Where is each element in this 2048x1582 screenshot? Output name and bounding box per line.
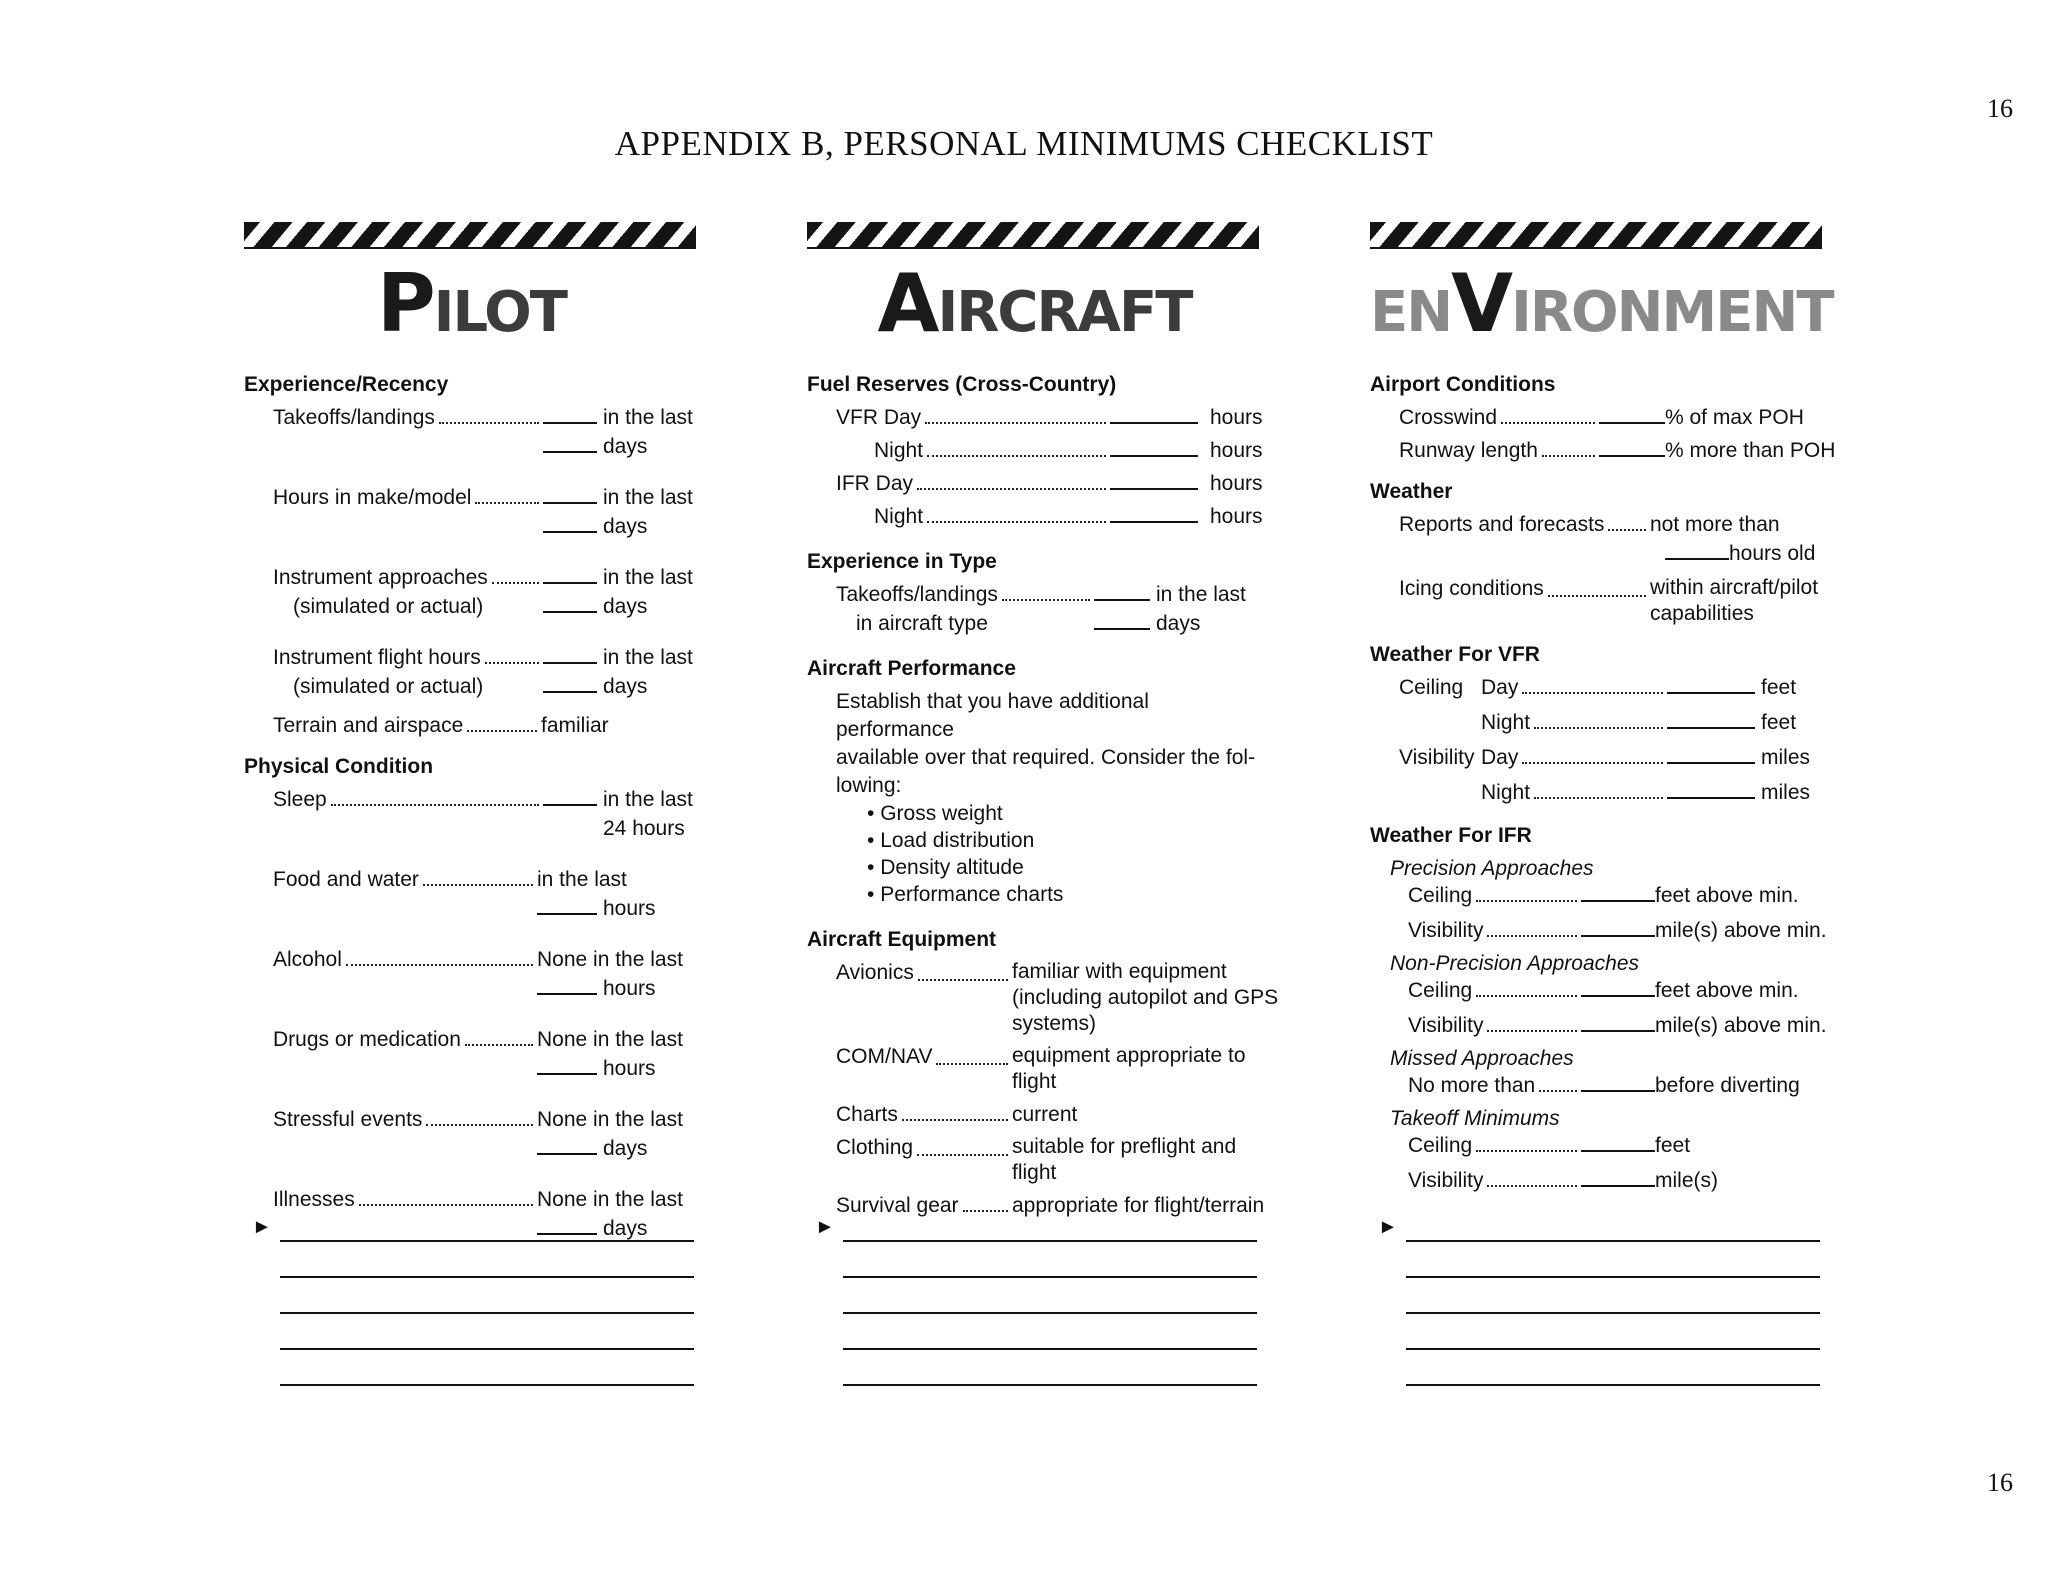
precision-ceiling-row: Ceiling feet above min. bbox=[1408, 884, 1799, 907]
blank-field[interactable] bbox=[1599, 437, 1665, 457]
hazard-stripe bbox=[1370, 222, 1822, 249]
blank-field[interactable] bbox=[543, 644, 597, 664]
blank-field[interactable] bbox=[1110, 503, 1198, 523]
blank-field[interactable] bbox=[1581, 1012, 1655, 1032]
note-line[interactable] bbox=[1406, 1276, 1820, 1278]
performance-text: Establish that you have additional performance available over that required. Consider the fol- lowing: bbox=[836, 690, 1256, 797]
blank-field[interactable] bbox=[1581, 977, 1655, 997]
type-takeoffs-row: Takeoffs/landings in the last bbox=[836, 583, 1246, 606]
note-line[interactable] bbox=[1406, 1384, 1820, 1386]
ifr-day-row: IFR Day hours bbox=[836, 472, 1263, 495]
sleep-row: Sleep in the last bbox=[273, 788, 693, 811]
takeoff-ceiling-row: Ceiling feet bbox=[1408, 1134, 1691, 1157]
missed-approaches-label: Missed Approaches bbox=[1390, 1047, 1574, 1070]
icing-conditions-row: Icing conditions within aircraft/pilot capabilities bbox=[1399, 576, 1819, 625]
instrument-approaches-row: Instrument approaches in the last bbox=[273, 566, 693, 589]
blank-field[interactable] bbox=[1667, 744, 1755, 764]
list-item: • Load distribution bbox=[867, 827, 1262, 854]
stressful-events-row: Stressful events None in the last bbox=[273, 1108, 683, 1131]
blank-field[interactable] bbox=[1581, 1132, 1655, 1152]
section-airport-conditions: Airport Conditions bbox=[1370, 373, 1556, 396]
blank-field[interactable] bbox=[1667, 779, 1755, 799]
blank-field[interactable] bbox=[537, 895, 597, 915]
alcohol-row: Alcohol None in the last bbox=[273, 948, 683, 971]
blank-field[interactable] bbox=[1667, 709, 1755, 729]
note-line[interactable] bbox=[843, 1276, 1257, 1278]
takeoffs-landings-row: Takeoffs/landings in the last bbox=[273, 406, 693, 429]
note-line[interactable] bbox=[280, 1240, 694, 1242]
page-number-bottom: 16 bbox=[1987, 1468, 2013, 1497]
pilot-heading: PILOT bbox=[377, 257, 566, 350]
section-weather-ifr: Weather For IFR bbox=[1370, 824, 1532, 847]
list-item: • Density altitude bbox=[867, 854, 1262, 881]
blank-field[interactable] bbox=[543, 786, 597, 806]
ifr-night-row: Night hours bbox=[874, 505, 1263, 528]
note-line[interactable] bbox=[1406, 1348, 1820, 1350]
charts-row: Charts current bbox=[836, 1103, 1078, 1126]
arrow-icon: ► bbox=[1378, 1216, 1398, 1238]
blank-field[interactable] bbox=[1581, 1167, 1655, 1187]
blank-field[interactable] bbox=[537, 1055, 597, 1075]
aircraft-column: AIRCRAFT Fuel Reserves (Cross-Country) VFR Day hours Night hours IFR Day hours Night hours Experience in Type Takeoffs/landings in the last in aircraft type days Aircraft Performance Establish that you have additional performance available over that required. Consider the fol- lowing: • Gross weight • Load distribution • Density altitude • Performance charts Aircraft Equipment Avionics familiar with equipment (including autopilot and GPS systems) COM/NAV equipment appropriate to flight Charts current Clothing suitable for preflight and flight Survival gear appropriate for flight/terrain ► bbox=[807, 222, 1262, 1442]
takeoff-visibility-row: Visibility mile(s) bbox=[1408, 1169, 1718, 1192]
drugs-medication-row: Drugs or medication None in the last bbox=[273, 1028, 683, 1051]
hazard-stripe bbox=[807, 222, 1259, 249]
blank-field[interactable] bbox=[537, 1135, 597, 1155]
precision-approaches-label: Precision Approaches bbox=[1390, 857, 1594, 880]
blank-field[interactable] bbox=[1094, 610, 1150, 630]
avionics-row: Avionics familiar with equipment (including autopilot and GPS systems) bbox=[836, 960, 1279, 1035]
arrow-icon: ► bbox=[815, 1216, 835, 1238]
performance-list bbox=[807, 800, 1262, 908]
section-experience-recency: Experience/Recency bbox=[244, 373, 449, 396]
hazard-stripe bbox=[244, 222, 696, 249]
vfr-visibility-day-row: Visibility Day miles bbox=[1399, 746, 1811, 769]
com-nav-row: COM/NAV equipment appropriate to flight bbox=[836, 1044, 1246, 1093]
arrow-icon: ► bbox=[252, 1216, 272, 1238]
non-precision-approaches-label: Non-Precision Approaches bbox=[1390, 952, 1640, 975]
crosswind-row: Crosswind % of max POH bbox=[1399, 406, 1804, 429]
section-weather-vfr: Weather For VFR bbox=[1370, 643, 1540, 666]
takeoff-minimums-label: Takeoff Minimums bbox=[1390, 1107, 1560, 1130]
pilot-column: PILOT Experience/Recency Takeoffs/landings in the last days Hours in make/model in the last days Instrument approaches in the last (simulated or actual) days Instrument flight hours in the last (simulated or actual) days Terrain and airspace familiar Physical Condition Sleep in the last 24 hours Food and water in the last hours Alcohol None in the last hours Drugs or medication None in the last hours Stressful events None in the last days Illnesses None in the last days ► bbox=[244, 222, 699, 1442]
non-precision-ceiling-row: Ceiling feet above min. bbox=[1408, 979, 1799, 1002]
blank-field[interactable] bbox=[537, 1215, 597, 1235]
blank-field[interactable] bbox=[1581, 1072, 1655, 1092]
blank-field[interactable] bbox=[1110, 404, 1198, 424]
section-aircraft-equipment: Aircraft Equipment bbox=[807, 928, 997, 951]
blank-field[interactable] bbox=[543, 404, 597, 424]
list-item: • Gross weight bbox=[867, 800, 1262, 827]
note-line[interactable] bbox=[843, 1240, 1257, 1242]
blank-field[interactable] bbox=[543, 513, 597, 533]
runway-length-row: Runway length % more than POH bbox=[1399, 439, 1836, 462]
blank-field[interactable] bbox=[1581, 882, 1655, 902]
page-title: APPENDIX B, PERSONAL MINIMUMS CHECKLIST bbox=[614, 124, 1434, 163]
clothing-row: Clothing suitable for preflight and flight bbox=[836, 1135, 1237, 1184]
note-line[interactable] bbox=[280, 1312, 694, 1314]
section-experience-in-type: Experience in Type bbox=[807, 550, 997, 573]
section-weather: Weather bbox=[1370, 480, 1453, 503]
environment-column: ENVIRONMENT Airport Conditions Crosswind % of max POH Runway length % more than POH Weather Reports and forecasts not more than hours old Icing conditions within aircraft/pilot capabilities Weather For VFR Ceiling Day feet Night feet Visibility Day miles Night miles Weather For IFR Precision Approaches Ceiling feet above min. Visibility mile(s) above min. Non-Precision Approaches Ceiling feet above min. Visibility mile(s) above min. Missed Approaches No more than before diverting Takeoff Minimums Ceiling feet Visibility mile(s) ► bbox=[1370, 222, 1825, 1442]
environment-heading: ENVIRONMENT bbox=[1370, 257, 1833, 350]
note-line[interactable] bbox=[1406, 1312, 1820, 1314]
reports-forecasts-row: Reports and forecasts not more than bbox=[1399, 513, 1780, 536]
vfr-night-row: Night hours bbox=[874, 439, 1263, 462]
blank-field[interactable] bbox=[1110, 470, 1198, 490]
note-line[interactable] bbox=[280, 1384, 694, 1386]
note-line[interactable] bbox=[1406, 1240, 1820, 1242]
blank-field[interactable] bbox=[1599, 404, 1665, 424]
vfr-ceiling-day-row: Ceiling Day feet bbox=[1399, 676, 1797, 699]
hours-make-model-row: Hours in make/model in the last bbox=[273, 486, 693, 509]
blank-field[interactable] bbox=[1665, 540, 1729, 560]
vfr-ceiling-night-row: Night feet bbox=[1481, 711, 1797, 734]
instrument-flight-hours-row: Instrument flight hours in the last bbox=[273, 646, 693, 669]
page-number-top: 16 bbox=[1987, 94, 2013, 123]
blank-field[interactable] bbox=[543, 564, 597, 584]
blank-field[interactable] bbox=[543, 484, 597, 504]
section-physical-condition: Physical Condition bbox=[244, 755, 434, 778]
blank-field[interactable] bbox=[1581, 917, 1655, 937]
blank-field[interactable] bbox=[1667, 674, 1755, 694]
vfr-day-row: VFR Day hours bbox=[836, 406, 1263, 429]
note-line[interactable] bbox=[843, 1384, 1257, 1386]
blank-field[interactable] bbox=[537, 975, 597, 995]
note-line[interactable] bbox=[843, 1312, 1257, 1314]
survival-gear-row: Survival gear appropriate for flight/terrain bbox=[836, 1194, 1265, 1217]
terrain-airspace-row: Terrain and airspace familiar bbox=[273, 714, 609, 737]
aircraft-heading: AIRCRAFT bbox=[877, 257, 1192, 350]
blank-field[interactable] bbox=[543, 593, 597, 613]
list-item: • Performance charts bbox=[867, 881, 1262, 908]
section-aircraft-performance: Aircraft Performance bbox=[807, 657, 1016, 680]
blank-field[interactable] bbox=[1094, 581, 1150, 601]
precision-visibility-row: Visibility mile(s) above min. bbox=[1408, 919, 1827, 942]
vfr-visibility-night-row: Night miles bbox=[1481, 781, 1811, 804]
blank-field[interactable] bbox=[543, 673, 597, 693]
note-line[interactable] bbox=[843, 1348, 1257, 1350]
non-precision-visibility-row: Visibility mile(s) above min. bbox=[1408, 1014, 1827, 1037]
blank-field[interactable] bbox=[543, 433, 597, 453]
note-line[interactable] bbox=[280, 1276, 694, 1278]
note-line[interactable] bbox=[280, 1348, 694, 1350]
illnesses-row: Illnesses None in the last bbox=[273, 1188, 683, 1211]
section-fuel-reserves: Fuel Reserves (Cross-Country) bbox=[807, 373, 1117, 396]
missed-approaches-row: No more than before diverting bbox=[1408, 1074, 1800, 1097]
blank-field[interactable] bbox=[1110, 437, 1198, 457]
food-water-row: Food and water in the last bbox=[273, 868, 627, 891]
